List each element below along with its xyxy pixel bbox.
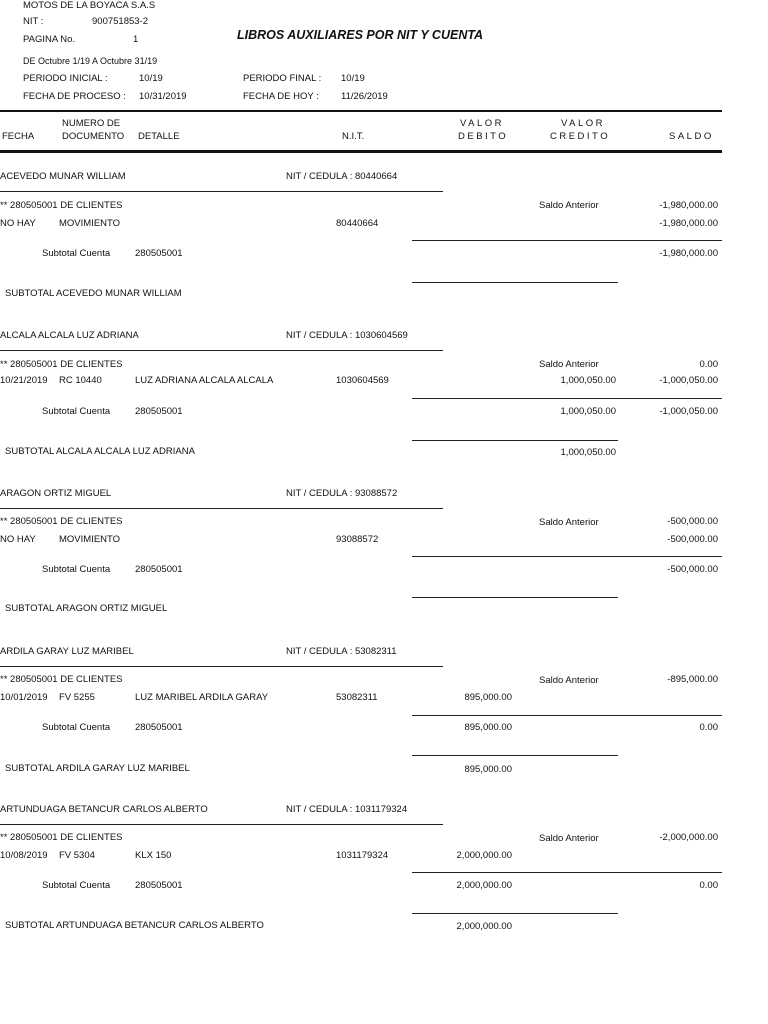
third-party-nit: NIT / CEDULA : 80440664 xyxy=(286,171,398,182)
total-rule xyxy=(412,597,618,598)
col-num-doc-1: NUMERO DE xyxy=(62,118,121,129)
row-doc: RC 10440 xyxy=(59,375,102,386)
row-fecha: NO HAY xyxy=(0,534,36,545)
third-party-name: ALCALA ALCALA LUZ ADRIANA xyxy=(0,330,139,341)
row-saldo: -1,980,000.00 xyxy=(659,218,718,229)
row-fecha: 10/01/2019 xyxy=(0,692,48,703)
process-date-label: FECHA DE PROCESO : xyxy=(23,91,126,102)
saldo-anterior-label: Saldo Anterior xyxy=(539,359,599,370)
row-detalle: KLX 150 xyxy=(135,850,172,861)
third-party-nit: NIT / CEDULA : 1030604569 xyxy=(286,330,408,341)
total-rule xyxy=(412,755,618,756)
subtotal-saldo: -1,000,050.00 xyxy=(659,406,718,417)
saldo-anterior-label: Saldo Anterior xyxy=(539,675,599,686)
third-party-nit: NIT / CEDULA : 53082311 xyxy=(286,646,397,657)
third-party-name: ARDILA GARAY LUZ MARIBEL xyxy=(0,646,134,657)
row-debito: 2,000,000.00 xyxy=(456,850,512,861)
row-detalle: LUZ ADRIANA ALCALA ALCALA xyxy=(135,375,274,386)
row-credito: 1,000,050.00 xyxy=(560,375,616,386)
section-rule xyxy=(0,350,443,351)
account-line: ** 280505001 DE CLIENTES xyxy=(0,832,123,843)
row-doc: MOVIMIENTO xyxy=(59,218,121,229)
row-saldo: -500,000.00 xyxy=(667,534,718,545)
row-fecha: NO HAY xyxy=(0,218,36,229)
row-debito: 895,000.00 xyxy=(464,692,512,703)
subtotal-label: Subtotal Cuenta xyxy=(42,880,111,891)
total-label: SUBTOTAL ARAGON ORTIZ MIGUEL xyxy=(5,603,168,614)
col-detalle: DETALLE xyxy=(138,131,180,142)
saldo-anterior-label: Saldo Anterior xyxy=(539,517,599,528)
page-label: PAGINA No. xyxy=(23,34,76,45)
subtotal-account: 280505001 xyxy=(135,406,183,417)
row-saldo: -1,000,050.00 xyxy=(659,375,718,386)
row-nit: 93088572 xyxy=(336,534,379,545)
subtotal-saldo: 0.00 xyxy=(699,880,718,891)
third-party-nit: NIT / CEDULA : 1031179324 xyxy=(286,804,408,815)
total-debito: 895,000.00 xyxy=(464,764,512,775)
col-debito-1: VALOR xyxy=(460,118,505,129)
row-fecha: 10/08/2019 xyxy=(0,850,48,861)
subtotal-saldo: -500,000.00 xyxy=(667,564,718,575)
row-doc: FV 5255 xyxy=(59,692,95,703)
subtotal-account: 280505001 xyxy=(135,248,183,259)
row-detalle: LUZ MARIBEL ARDILA GARAY xyxy=(135,692,269,703)
third-party-name: ARAGON ORTIZ MIGUEL xyxy=(0,488,112,499)
section-rule xyxy=(0,191,443,192)
subtotal-label: Subtotal Cuenta xyxy=(42,564,111,575)
total-rule xyxy=(412,282,618,283)
subtotal-rule xyxy=(412,715,722,716)
total-label: SUBTOTAL ARTUNDUAGA BETANCUR CARLOS ALBERTO xyxy=(5,920,264,931)
subtotal-rule xyxy=(412,872,722,873)
subtotal-account: 280505001 xyxy=(135,880,183,891)
col-credito-2: CREDITO xyxy=(550,131,611,142)
saldo-anterior-label: Saldo Anterior xyxy=(539,833,599,844)
process-date-value: 10/31/2019 xyxy=(139,91,187,102)
total-rule xyxy=(412,440,618,441)
today-date-label: FECHA DE HOY : xyxy=(243,91,319,102)
subtotal-label: Subtotal Cuenta xyxy=(42,722,111,733)
section-rule xyxy=(0,824,443,825)
account-line: ** 280505001 DE CLIENTES xyxy=(0,200,123,211)
saldo-anterior-value: -500,000.00 xyxy=(667,516,718,527)
subtotal-credito: 1,000,050.00 xyxy=(560,406,616,417)
total-label: SUBTOTAL ALCALA ALCALA LUZ ADRIANA xyxy=(5,446,195,457)
col-num-doc-2: DOCUMENTO xyxy=(62,131,125,142)
third-party-nit: NIT / CEDULA : 93088572 xyxy=(286,488,398,499)
header-top-rule xyxy=(0,110,722,112)
total-rule xyxy=(412,913,618,914)
section-rule xyxy=(0,666,443,667)
nit-label: NIT : xyxy=(23,16,44,27)
saldo-anterior-value: -1,980,000.00 xyxy=(659,200,718,211)
period-final-label: PERIODO FINAL : xyxy=(243,73,322,84)
section-rule xyxy=(0,508,443,509)
subtotal-saldo: 0.00 xyxy=(699,722,718,733)
saldo-anterior-label: Saldo Anterior xyxy=(539,200,599,211)
account-line: ** 280505001 DE CLIENTES xyxy=(0,516,123,527)
subtotal-debito: 895,000.00 xyxy=(464,722,512,733)
subtotal-account: 280505001 xyxy=(135,564,183,575)
account-line: ** 280505001 DE CLIENTES xyxy=(0,674,123,685)
today-date-value: 11/26/2019 xyxy=(341,91,388,102)
subtotal-label: Subtotal Cuenta xyxy=(42,406,111,417)
subtotal-label: Subtotal Cuenta xyxy=(42,248,111,259)
total-credito: 1,000,050.00 xyxy=(560,447,616,458)
col-credito-1: VALOR xyxy=(561,118,606,129)
col-saldo: SALDO xyxy=(669,131,714,142)
row-nit: 53082311 xyxy=(336,692,378,703)
row-fecha: 10/21/2019 xyxy=(0,375,48,386)
saldo-anterior-value: -2,000,000.00 xyxy=(659,832,718,843)
row-nit: 1030604569 xyxy=(336,375,389,386)
report-title: LIBROS AUXILIARES POR NIT Y CUENTA xyxy=(237,28,484,42)
period-range: DE Octubre 1/19 A Octubre 31/19 xyxy=(23,56,158,66)
nit-value: 900751853-2 xyxy=(92,16,148,27)
header-bottom-rule xyxy=(0,150,722,153)
subtotal-account: 280505001 xyxy=(135,722,183,733)
subtotal-saldo: -1,980,000.00 xyxy=(659,248,718,259)
col-nit: N.I.T. xyxy=(342,131,365,142)
subtotal-rule xyxy=(412,240,722,241)
page-number: 1 xyxy=(133,34,139,45)
subtotal-rule xyxy=(412,556,722,557)
third-party-name: ARTUNDUAGA BETANCUR CARLOS ALBERTO xyxy=(0,804,208,815)
subtotal-rule xyxy=(412,398,722,399)
total-debito: 2,000,000.00 xyxy=(456,921,512,932)
account-line: ** 280505001 DE CLIENTES xyxy=(0,359,123,370)
period-initial-value: 10/19 xyxy=(139,73,163,84)
total-label: SUBTOTAL ARDILA GARAY LUZ MARIBEL xyxy=(5,763,190,774)
row-doc: MOVIMIENTO xyxy=(59,534,121,545)
third-party-name: ACEVEDO MUNAR WILLIAM xyxy=(0,171,126,182)
row-nit: 80440664 xyxy=(336,218,379,229)
row-nit: 1031179324 xyxy=(336,850,389,861)
period-final-value: 10/19 xyxy=(341,73,365,84)
row-doc: FV 5304 xyxy=(59,850,95,861)
col-debito-2: DEBITO xyxy=(458,131,509,142)
subtotal-debito: 2,000,000.00 xyxy=(456,880,512,891)
period-initial-label: PERIODO INICIAL : xyxy=(23,73,108,84)
company-name: MOTOS DE LA BOYACA S.A.S xyxy=(23,0,156,11)
saldo-anterior-value: 0.00 xyxy=(699,359,718,370)
total-label: SUBTOTAL ACEVEDO MUNAR WILLIAM xyxy=(5,288,182,299)
saldo-anterior-value: -895,000.00 xyxy=(667,674,718,685)
col-fecha: FECHA xyxy=(2,131,35,142)
